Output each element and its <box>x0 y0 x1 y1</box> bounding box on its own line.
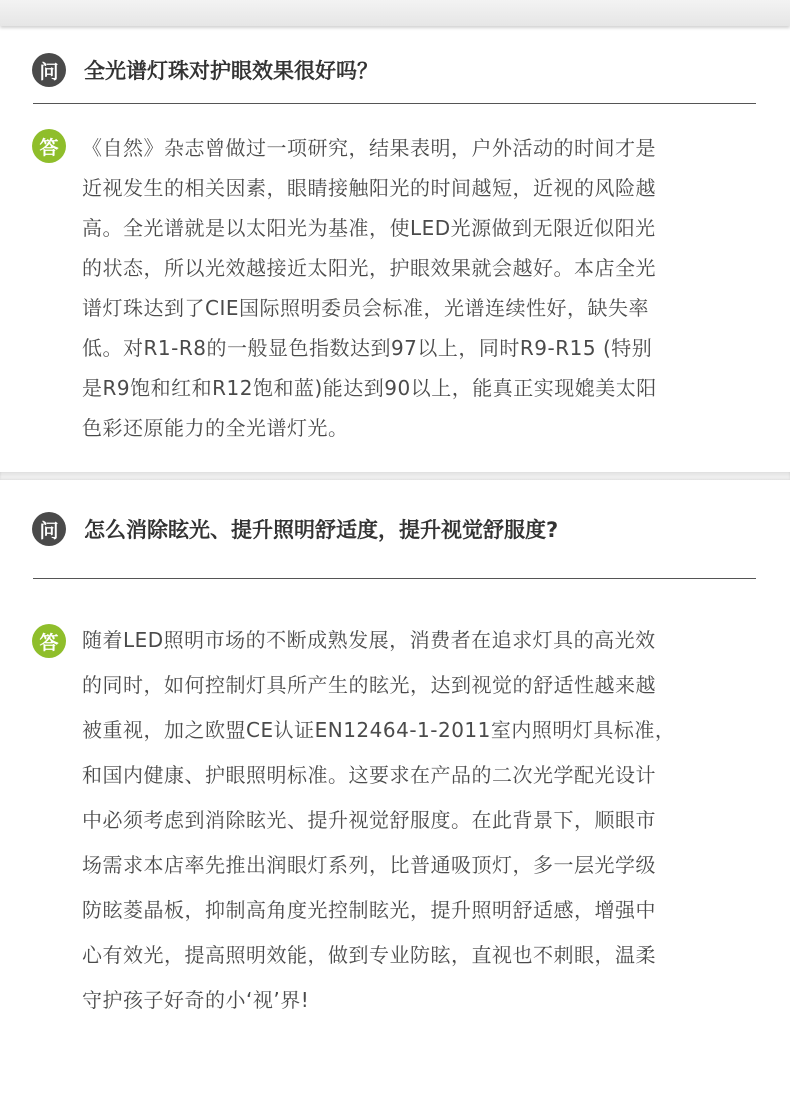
question-row-2 <box>32 512 558 546</box>
answer-line: 防眩菱晶板，抑制高角度光控制眩光，提升照明舒适感，增强中 <box>82 898 656 922</box>
question-title-1: 全光谱灯珠对护眼效果很好吗？ <box>84 59 378 83</box>
answer-line: 随着LED照明市场的不断成熟发展，消费者在追求灯具的高光效 <box>82 628 656 652</box>
answer-line: 的同时，如何控制灯具所产生的眩光，达到视觉的舒适性越来越 <box>82 673 656 697</box>
divider-2 <box>33 578 756 579</box>
answer-icon: 答 <box>32 129 66 163</box>
answer-line: 高。全光谱就是以太阳光为基准，使LED光源做到无限近似阳光 <box>82 216 656 240</box>
answer-icon-wrap-2 <box>32 624 66 658</box>
answer-icon: 答 <box>32 624 66 658</box>
answer-body-1 <box>82 128 657 448</box>
answer-line: 低。对R1-R8的一般显色指数达到97以上，同时R9-R15 (特别 <box>82 336 653 360</box>
answer-line: 和国内健康、护眼照明标准。这要求在产品的二次光学配光设计 <box>82 763 656 787</box>
answer-line: 中必须考虑到消除眩光、提升视觉舒服度。在此背景下，顺眼市 <box>82 808 656 832</box>
divider-1 <box>33 103 756 104</box>
question-icon: 问 <box>32 512 66 546</box>
answer-line: 被重视，加之欧盟CE认证EN12464-1-2011室内照明灯具标准， <box>82 718 676 742</box>
answer-line: 是R9饱和红和R12饱和蓝)能达到90以上，能真正实现媲美太阳 <box>82 376 657 400</box>
section-separator-band <box>0 472 790 480</box>
answer-line: 近视发生的相关因素，眼睛接触阳光的时间越短，近视的风险越 <box>82 176 656 200</box>
answer-line: 《自然》杂志曾做过一项研究，结果表明，户外活动的时间才是 <box>82 136 656 160</box>
answer-line: 心有效光，提高照明效能，做到专业防眩，直视也不刺眼，温柔 <box>82 943 656 967</box>
answer-line: 守护孩子好奇的小‘视’界! <box>82 988 310 1012</box>
answer-icon-wrap-1 <box>32 129 66 163</box>
answer-line: 的状态，所以光效越接近太阳光，护眼效果就会越好。本店全光 <box>82 256 656 280</box>
answer-line: 色彩还原能力的全光谱灯光。 <box>82 416 349 440</box>
top-shadow-band <box>0 0 790 26</box>
answer-line: 场需求本店率先推出润眼灯系列，比普通吸顶灯，多一层光学级 <box>82 853 656 877</box>
question-icon: 问 <box>32 53 66 87</box>
question-title-2: 怎么消除眩光、提升照明舒适度，提升视觉舒服度? <box>84 518 559 542</box>
answer-body-2 <box>82 618 675 1023</box>
answer-line: 谱灯珠达到了CIE国际照明委员会标准，光谱连续性好，缺失率 <box>82 296 649 320</box>
question-row-1 <box>32 53 378 87</box>
